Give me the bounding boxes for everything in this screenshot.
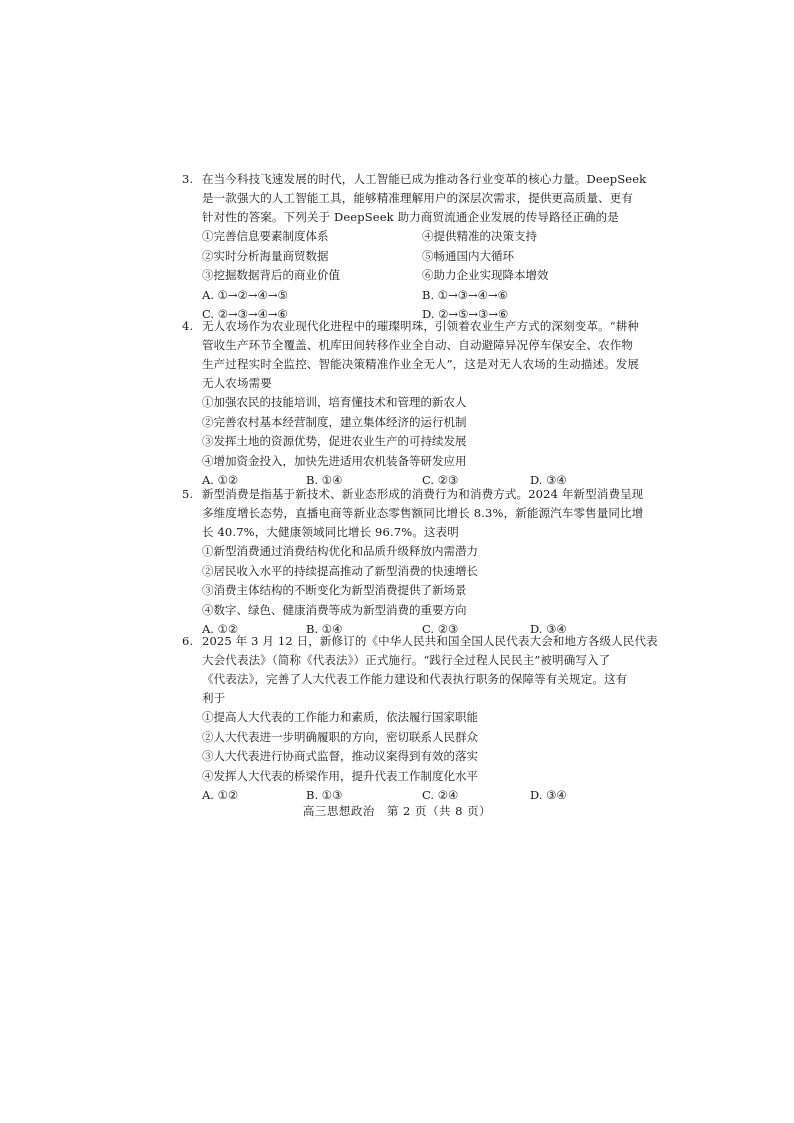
option-d: D. ②→⑤→③→⑥ [422, 307, 509, 321]
stem-line: 针对性的答案。下列关于 DeepSeek 助力商贸流通企业发展的传导路径正确的是 [202, 210, 619, 224]
question-stem [182, 317, 640, 336]
question-stem [182, 485, 644, 504]
option-a: A. ①→②→④→⑤ [202, 287, 288, 302]
option-a: A. ①② [202, 622, 239, 636]
statement: ①新型消费通过消费结构优化和品质升级释放内需潜力 [202, 544, 478, 558]
option-c: C. ②③ [422, 622, 459, 636]
question-stem [182, 170, 647, 189]
statement: ②实时分析海量商贸数据 [202, 248, 329, 263]
stem-line: 多维度增长态势，直播电商等新业态零售额同比增长 8.3%，新能源汽车零售量同比增 [202, 506, 644, 520]
option-b: B. ①③ [306, 788, 343, 802]
option-b: B. ①→③→④→⑥ [422, 287, 508, 302]
stem-line: 生产过程实时全监控、智能决策精准作业全无人”，这是对无人农场的生动描述。发展 [202, 357, 640, 371]
stem-line: 无人农场需要 [202, 376, 272, 390]
stem-line: 大会代表法》（简称《代表法》）正式施行。“践行全过程人民民主”被明确写入了 [202, 653, 611, 667]
question-6 [182, 632, 658, 806]
question-number: 3. [182, 172, 194, 186]
stem-line: 无人农场作为农业现代化进程中的璀璨明珠，引领着农业生产方式的深刻变革。“耕种 [202, 319, 640, 333]
stem-line: 2025 年 3 月 12 日，新修订的《中华人民共和国全国人民代表大会和地方各级人民代表 [202, 634, 658, 648]
statement-row [184, 266, 624, 286]
stem-line: 利于 [202, 691, 226, 705]
option-c: C. ②→③→④→⑥ [202, 307, 288, 321]
question-stem [182, 632, 658, 651]
page-footer: 高三思想政治 第 2 页（共 8 页） [302, 804, 492, 818]
statement: ②居民收入水平的持续提高推动了新型消费的快速增长 [202, 563, 478, 578]
statement: ①提高人大代表的工作能力和素质，依法履行国家职能 [202, 710, 478, 724]
statement: ⑤畅通国内大循环 [422, 248, 514, 263]
statement: ③发挥土地的资源优势，促进农业生产的可持续发展 [202, 434, 467, 448]
question-4 [182, 317, 640, 491]
statement: ②人大代表进一步明确履职的方向，密切联系人民群众 [202, 729, 478, 744]
stem-line: 长 40.7%，大健康领域同比增长 96.7%。这表明 [202, 525, 459, 539]
option-c: C. ②③ [422, 473, 459, 487]
statement-row [184, 247, 624, 267]
statement: ④增加资金投入，加快先进适用农机装备等研发应用 [202, 453, 467, 468]
option-b: B. ①④ [306, 622, 343, 636]
statement: ⑥助力企业实现降本增效 [422, 268, 549, 282]
statement: ④提供精准的决策支持 [422, 229, 537, 243]
statement: ①完善信息要素制度体系 [202, 229, 329, 243]
statement: ①加强农民的技能培训，培育懂技术和管理的新农人 [202, 395, 467, 409]
stem-line: 是一款强大的人工智能工具，能够精准理解用户的深层次需求，提供更高质量、更有 [202, 191, 634, 205]
stem-line: 《代表法》，完善了人大代表工作能力建设和代表执行职务的保障等有关规定。这有 [202, 672, 628, 686]
option-row [184, 286, 624, 306]
question-5 [182, 485, 644, 640]
question-number: 5. [182, 487, 194, 501]
statement: ④数字、绿色、健康消费等成为新型消费的重要方向 [202, 602, 467, 617]
option-d: D. ③④ [530, 788, 567, 802]
statement: ③消费主体结构的不断变化为新型消费提供了新场景 [202, 583, 467, 597]
option-b: B. ①④ [306, 473, 343, 487]
option-d: D. ③④ [530, 622, 567, 636]
statement: ②完善农村基本经营制度，建立集体经济的运行机制 [202, 414, 467, 429]
stem-line: 新型消费是指基于新技术、新业态形成的消费行为和消费方式。2024 年新型消费呈现 [202, 487, 644, 501]
statement: ③挖掘数据背后的商业价值 [202, 268, 340, 282]
statement: ③人大代表进行协商式监督，推动议案得到有效的落实 [202, 749, 478, 763]
question-number: 6. [182, 634, 194, 648]
statement: ④发挥人大代表的桥梁作用，提升代表工作制度化水平 [202, 768, 478, 783]
stem-line: 管收生产环节全覆盖、机库田间转移作业全自动、自动避障异况停车保安全、农作物 [202, 338, 634, 352]
option-a: A. ①② [202, 473, 239, 487]
question-number: 4. [182, 319, 194, 333]
option-c: C. ②④ [422, 788, 459, 802]
statement-row [184, 227, 624, 247]
stem-line: 在当今科技飞速发展的时代，人工智能已成为推动各行业变革的核心力量。DeepSeek [202, 172, 647, 186]
option-a: A. ①② [202, 788, 239, 802]
question-3 [182, 170, 647, 325]
option-d: D. ③④ [530, 473, 567, 487]
